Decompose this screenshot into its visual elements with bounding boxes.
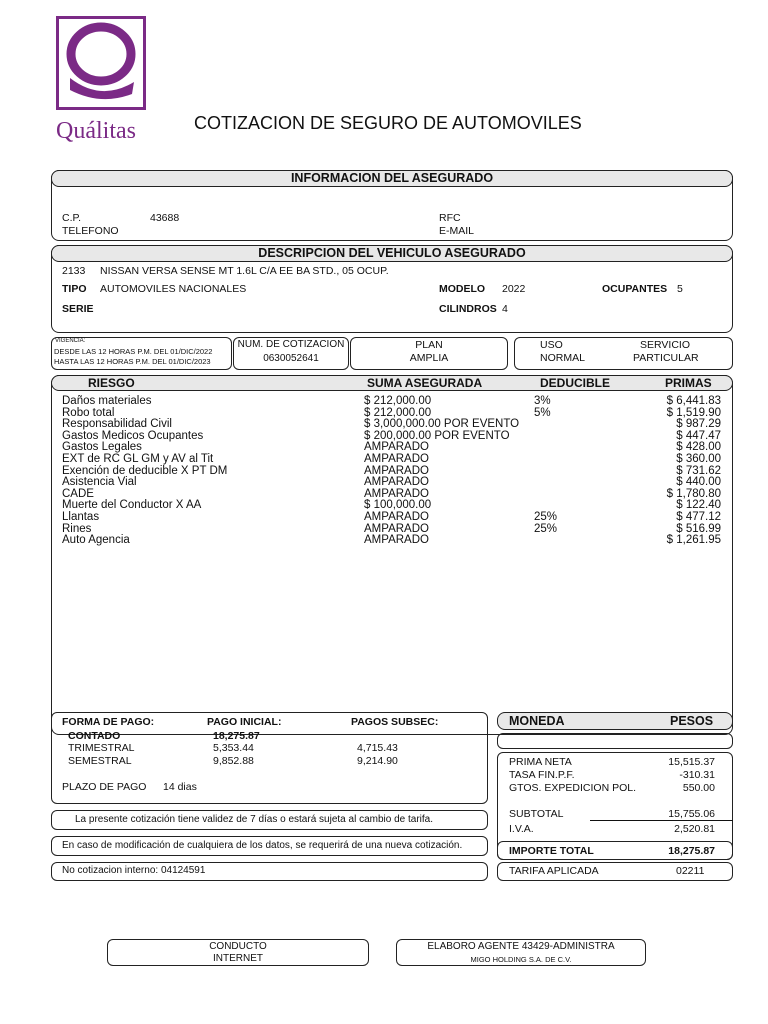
serie-label: SERIE <box>62 303 94 315</box>
contado-label: CONTADO <box>68 730 121 742</box>
table-row <box>51 535 733 547</box>
importe-label: IMPORTE TOTAL <box>509 845 594 857</box>
moneda-value: PESOS <box>670 714 714 728</box>
modificacion-note: En caso de modificación de cualquiera de los datos, se requerirá de una nueva cotización. <box>62 840 463 851</box>
riesgo-cell: Robo total <box>62 406 115 419</box>
subtotal-label: SUBTOTAL <box>509 808 564 820</box>
uso-label: USO <box>540 339 563 351</box>
suma-cell: $ 200,000.00 POR EVENTO <box>364 429 510 442</box>
cotizacion-label: NUM. DE COTIZACION <box>237 339 345 350</box>
deducible-cell: 5% <box>534 406 551 419</box>
cilindros-value: 4 <box>502 303 508 315</box>
riesgo-cell: Asistencia Vial <box>62 476 137 489</box>
plan-label: PLAN <box>415 339 443 351</box>
trimestral-inicial: 5,353.44 <box>213 742 254 754</box>
riesgo-cell: Llantas <box>62 511 100 523</box>
moneda-label: MONEDA <box>509 714 565 728</box>
suma-cell: AMPARADO <box>364 453 429 465</box>
pago-inicial-label: PAGO INICIAL: <box>207 716 282 728</box>
prima-neta-label: PRIMA NETA <box>509 756 572 768</box>
plan-value: AMPLIA <box>409 352 449 364</box>
brand-name: Quálitas <box>56 118 136 144</box>
modelo-value: 2022 <box>502 283 526 295</box>
tipo-label: TIPO <box>62 283 87 295</box>
conducto-line1: CONDUCTO <box>209 941 267 952</box>
cp-value: 43688 <box>150 212 180 224</box>
prima-cell: $ 440.00 <box>676 476 721 489</box>
vigencia-desde: DESDE LAS 12 HORAS P.M. DEL 01/DIC/2022 <box>54 347 213 356</box>
plazo-label: PLAZO DE PAGO <box>62 781 147 793</box>
riesgo-cell: CADE <box>62 487 94 500</box>
moneda-empty-box <box>497 733 733 749</box>
tarifa-value: 02211 <box>676 865 705 877</box>
elaboro-line1: ELABORO AGENTE 43429-ADMINISTRA <box>427 941 615 952</box>
subtotal-rule <box>590 820 733 821</box>
suma-cell: $ 212,000.00 <box>364 395 432 407</box>
tasa-value: -310.31 <box>679 769 715 781</box>
servicio-label: SERVICIO <box>640 339 690 351</box>
deducible-cell: 3% <box>534 395 551 407</box>
contado-inicial: 18,275.87 <box>213 730 260 742</box>
gtos-label: GTOS. EXPEDICION POL. <box>509 782 637 794</box>
deducible-cell: 25% <box>534 511 558 523</box>
riesgo-cell: EXT de RC GL GM y AV al Tit <box>62 453 214 465</box>
prima-cell: $ 516.99 <box>676 522 721 535</box>
rfc-label: RFC <box>439 212 461 224</box>
importe-value: 18,275.87 <box>668 845 715 857</box>
subtotal-value: 15,755.06 <box>668 808 715 820</box>
tasa-label: TASA FIN.P.F. <box>509 769 575 781</box>
suma-cell: AMPARADO <box>364 464 429 477</box>
riesgo-cell: Muerte del Conductor X AA <box>62 499 202 512</box>
vigencia-hasta: HASTA LAS 12 HORAS P.M. DEL 01/DIC/2023 <box>54 357 211 366</box>
email-label: E-MAIL <box>439 225 475 237</box>
gtos-value: 550.00 <box>682 782 715 794</box>
validez-note: La presente cotización tiene validez de 7 días o estará sujeta al cambio de tarifa. <box>75 814 433 825</box>
insured-header: INFORMACION DEL ASEGURADO <box>51 170 733 187</box>
forma-pago-label: FORMA DE PAGO: <box>62 716 155 728</box>
riesgo-cell: Exención de deducible X PT DM <box>62 464 228 477</box>
tarifa-label: TARIFA APLICADA <box>509 865 599 877</box>
plazo-value: 14 dias <box>163 781 197 793</box>
vigencia-label: VIGENCIA: <box>55 338 86 344</box>
trimestral-label: TRIMESTRAL <box>68 742 135 754</box>
suma-cell: AMPARADO <box>364 487 429 500</box>
semestral-label: SEMESTRAL <box>68 755 132 767</box>
servicio-value: PARTICULAR <box>633 352 699 364</box>
riesgo-cell: Gastos Legales <box>62 441 142 454</box>
semestral-subsec: 9,214.90 <box>357 755 398 767</box>
qualitas-q-icon <box>56 16 146 110</box>
table-row <box>51 512 733 524</box>
conducto-line2: INTERNET <box>213 953 263 964</box>
vehicle-description: NISSAN VERSA SENSE MT 1.6L C/A EE BA STD., 05 OCUP. <box>100 265 389 277</box>
tipo-value: AUTOMOVILES NACIONALES <box>100 283 247 295</box>
ocupantes-value: 5 <box>677 283 683 295</box>
suma-cell: $ 3,000,000.00 POR EVENTO <box>364 418 520 431</box>
suma-cell: AMPARADO <box>364 476 429 489</box>
coverage-rows <box>51 396 733 556</box>
prima-cell: $ 447.47 <box>676 429 721 442</box>
suma-cell: AMPARADO <box>364 522 429 535</box>
prima-cell: $ 731.62 <box>676 464 721 477</box>
trimestral-subsec: 4,715.43 <box>357 742 398 754</box>
prima-cell: $ 360.00 <box>676 453 721 465</box>
cotizacion-value: 0630052641 <box>263 353 319 364</box>
prima-neta-value: 15,515.37 <box>668 756 715 768</box>
prima-cell: $ 428.00 <box>676 441 721 454</box>
suma-cell: $ 212,000.00 <box>364 406 432 419</box>
pagos-subsec-label: PAGOS SUBSEC: <box>351 716 439 728</box>
ocupantes-label: OCUPANTES <box>602 283 668 295</box>
suma-cell: AMPARADO <box>364 511 429 523</box>
qualitas-logo <box>56 16 148 150</box>
table-row <box>51 454 733 466</box>
riesgo-cell: Responsabilidad Civil <box>62 418 172 431</box>
elaboro-line2: MIGO HOLDING S.A. DE C.V. <box>470 955 572 964</box>
deducible-header: DEDUCIBLE <box>540 376 611 390</box>
iva-value: 2,520.81 <box>674 823 715 835</box>
prima-cell: $ 987.29 <box>676 418 721 431</box>
semestral-inicial: 9,852.88 <box>213 755 254 767</box>
table-row <box>51 396 733 408</box>
suma-cell: AMPARADO <box>364 441 429 454</box>
uso-value: NORMAL <box>540 352 585 364</box>
riesgo-header: RIESGO <box>88 376 135 390</box>
prima-cell: $ 122.40 <box>676 499 721 512</box>
deducible-cell: 25% <box>534 522 558 535</box>
vehicle-code: 2133 <box>62 265 86 277</box>
suma-cell: $ 100,000.00 <box>364 499 432 512</box>
riesgo-cell: Gastos Medicos Ocupantes <box>62 429 204 442</box>
cilindros-label: CILINDROS <box>439 303 497 315</box>
iva-label: I.V.A. <box>509 823 534 835</box>
suma-cell: AMPARADO <box>364 534 429 547</box>
riesgo-cell: Rines <box>62 522 92 535</box>
prima-cell: $ 1,519.90 <box>666 406 721 419</box>
riesgo-cell: Daños materiales <box>62 395 152 407</box>
prima-cell: $ 477.12 <box>676 511 721 523</box>
riesgo-cell: Auto Agencia <box>62 534 130 547</box>
page-title: COTIZACION DE SEGURO DE AUTOMOVILES <box>194 113 582 133</box>
modelo-label: MODELO <box>439 283 486 295</box>
interno-note: No cotizacion interno: 04124591 <box>62 865 206 876</box>
prima-cell: $ 6,441.83 <box>666 395 721 407</box>
prima-cell: $ 1,261.95 <box>666 534 721 547</box>
suma-header: SUMA ASEGURADA <box>367 376 483 390</box>
vehicle-header: DESCRIPCION DEL VEHICULO ASEGURADO <box>51 245 733 262</box>
primas-header: PRIMAS <box>665 376 712 390</box>
cp-label: C.P. <box>62 212 82 224</box>
prima-cell: $ 1,780.80 <box>666 487 721 500</box>
phone-label: TELEFONO <box>62 225 119 237</box>
